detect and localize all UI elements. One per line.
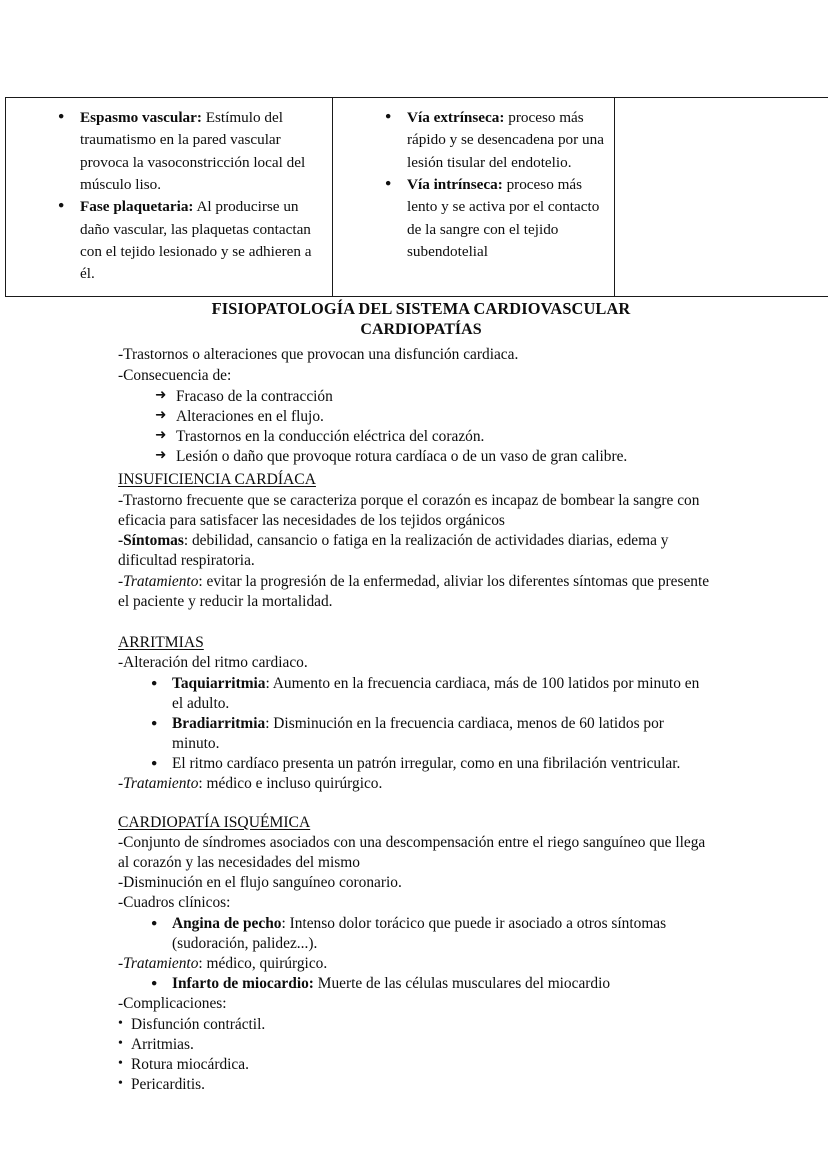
insuficiencia-definition: -Trastorno frecuente que se caracteriza porque el corazón es incapaz de bombear la sangre con eficacia para satisfacer las necesidades de los tejidos orgánicos [118, 491, 700, 530]
text-fase-plaquetaria: Al producirse un daño vascular, las plaquetas contactan con el tejido lesionado y se adhieren a él. [80, 198, 312, 283]
list-item [151, 754, 714, 774]
tratamiento-label: Tratamiento [123, 955, 199, 972]
section-heading: CARDIOPATÍA ISQUÉMICA [118, 813, 311, 831]
empty-cell-content [623, 107, 828, 257]
list-item: ➜ Fracaso de la contracción [155, 387, 714, 407]
page-title: FISIOPATOLOGÍA DEL SISTEMA CARDIOVASCULAR [211, 299, 631, 318]
list-left [14, 107, 324, 286]
arritmias-definition: -Alteración del ritmo cardiaco. [118, 654, 308, 672]
list-item: • Disfunción contráctil. [118, 1015, 714, 1035]
list-item: ➜ Trastornos en la conducción eléctrica del corazón. [155, 427, 714, 447]
tratamiento-dash: - [118, 572, 124, 590]
section-arritmias [118, 631, 714, 653]
term-espasmo-vascular: Espasmo vascular: [80, 109, 202, 126]
tratamiento-label: Tratamiento [123, 775, 199, 793]
list-item: • Rotura miocárdica. [118, 1055, 714, 1075]
tratamiento-text: : evitar la progresión de la enfermedad, aliviar los diferentes síntomas que presente el paciente y reducir la mortalidad. [118, 572, 710, 610]
text-espasmo-vascular: Estímulo del traumatismo en la pared vascular provoca la vasoconstricción local del músculo liso. [80, 109, 306, 194]
section-spacer [118, 795, 714, 810]
hemostasis-table [5, 97, 828, 297]
cuadros-clinicos-list-b [118, 974, 714, 994]
text-via-intrinseca: proceso más lento y se activa por el contacto de la sangre con el tejido subendotelial [407, 176, 600, 261]
intro-line-2: -Consecuencia de: [118, 366, 232, 384]
complicaciones-label: -Complicaciones: [118, 995, 227, 1013]
term-taquiarritmia: Taquiarritmia [172, 674, 266, 692]
list-middle [341, 107, 606, 263]
complicaciones-list [118, 1015, 714, 1096]
intro-line-1: -Trastornos o alteraciones que provocan una disfunción cardiaca. [118, 346, 519, 364]
page-subtitle: CARDIOPATÍAS [360, 321, 482, 339]
section-heading: INSUFICIENCIA CARDÍACA [118, 471, 316, 489]
list-item [151, 674, 714, 714]
list-item: • Pericarditis. [118, 1075, 714, 1095]
tratamiento-text: : médico, quirúrgico. [198, 955, 328, 972]
isquemica-line-3: -Cuadros clínicos: [118, 894, 231, 912]
list-item [385, 107, 606, 174]
sintomas-text: : debilidad, cansancio o fatiga en la realización de actividades diarias, edema y dificultad respiratoria. [118, 532, 669, 570]
list-item: ➜ Lesión o daño que provoque rotura cardíaca o de un vaso de gran calibre. [155, 447, 714, 467]
tratamiento-text: : médico e incluso quirúrgico. [198, 775, 383, 793]
text-infarto-de-miocardio: Muerte de las células musculares del miocardio [313, 975, 611, 993]
section-cardiopatia-isquemica [118, 811, 714, 833]
table-cell-middle [333, 98, 615, 297]
list-item: ➜ Alteraciones en el flujo. [155, 407, 714, 427]
tratamiento-dash: - [118, 955, 124, 972]
arritmias-list [118, 674, 714, 775]
text-via-extrinseca: proceso más rápido y se desencadena por una lesión tisular del endotelio. [407, 109, 604, 171]
insuficiencia-tratamiento [118, 572, 714, 612]
consequences-list [118, 387, 714, 468]
term-via-intrinseca: Vía intrínseca: [407, 176, 503, 194]
isquemica-definition: -Conjunto de síndromes asociados con una descompensación entre el riego sanguíneo que llega al corazón y las necesidades del mismo [118, 833, 706, 872]
term-bradiarritmia: Bradiarritmia [172, 714, 266, 732]
list-item: • Arritmias. [118, 1035, 714, 1055]
section-heading: ARRITMIAS [118, 633, 204, 651]
term-via-extrinseca: Vía extrínseca: [407, 109, 505, 126]
arritmias-tratamiento [118, 774, 714, 794]
table-row [6, 98, 828, 297]
isquemica-line-2: -Disminución en el flujo sanguíneo coronario. [118, 874, 402, 892]
list-item [58, 196, 324, 285]
list-item [151, 914, 714, 954]
term-angina-de-pecho: Angina de pecho [172, 914, 282, 932]
list-item [58, 107, 324, 196]
text-taquiarritmia: : Aumento en la frecuencia cardiaca, más de 100 latidos por minuto en el adulto. [172, 674, 700, 712]
cuadros-clinicos-list-a [118, 914, 714, 954]
list-item [151, 714, 714, 754]
isquemica-tratamiento [118, 954, 714, 974]
tratamiento-dash: - [118, 775, 124, 793]
term-fase-plaquetaria: Fase plaquetaria: [80, 198, 194, 216]
text-ritmo-irregular: El ritmo cardíaco presenta un patrón irregular, como en una fibrilación ventricular. [172, 755, 681, 773]
list-item [385, 174, 606, 263]
table-cell-right [615, 98, 828, 297]
sintomas-label: -Síntomas [118, 532, 184, 550]
section-insuficiencia-cardiaca [118, 468, 714, 490]
section-spacer [118, 612, 714, 630]
table-cell-left [6, 98, 333, 297]
text-bradiarritmia: : Disminución en la frecuencia cardiaca, menos de 60 latidos por minuto. [172, 714, 664, 753]
list-item [151, 974, 714, 994]
tratamiento-label: Tratamiento [123, 572, 199, 590]
main-content [118, 298, 714, 1095]
insuficiencia-sintomas [118, 531, 714, 571]
term-infarto-de-miocardio: Infarto de miocardio: [172, 975, 314, 993]
text-angina-de-pecho: : Intenso dolor torácico que puede ir asociado a otros síntomas (sudoración, palidez...). [172, 914, 667, 952]
